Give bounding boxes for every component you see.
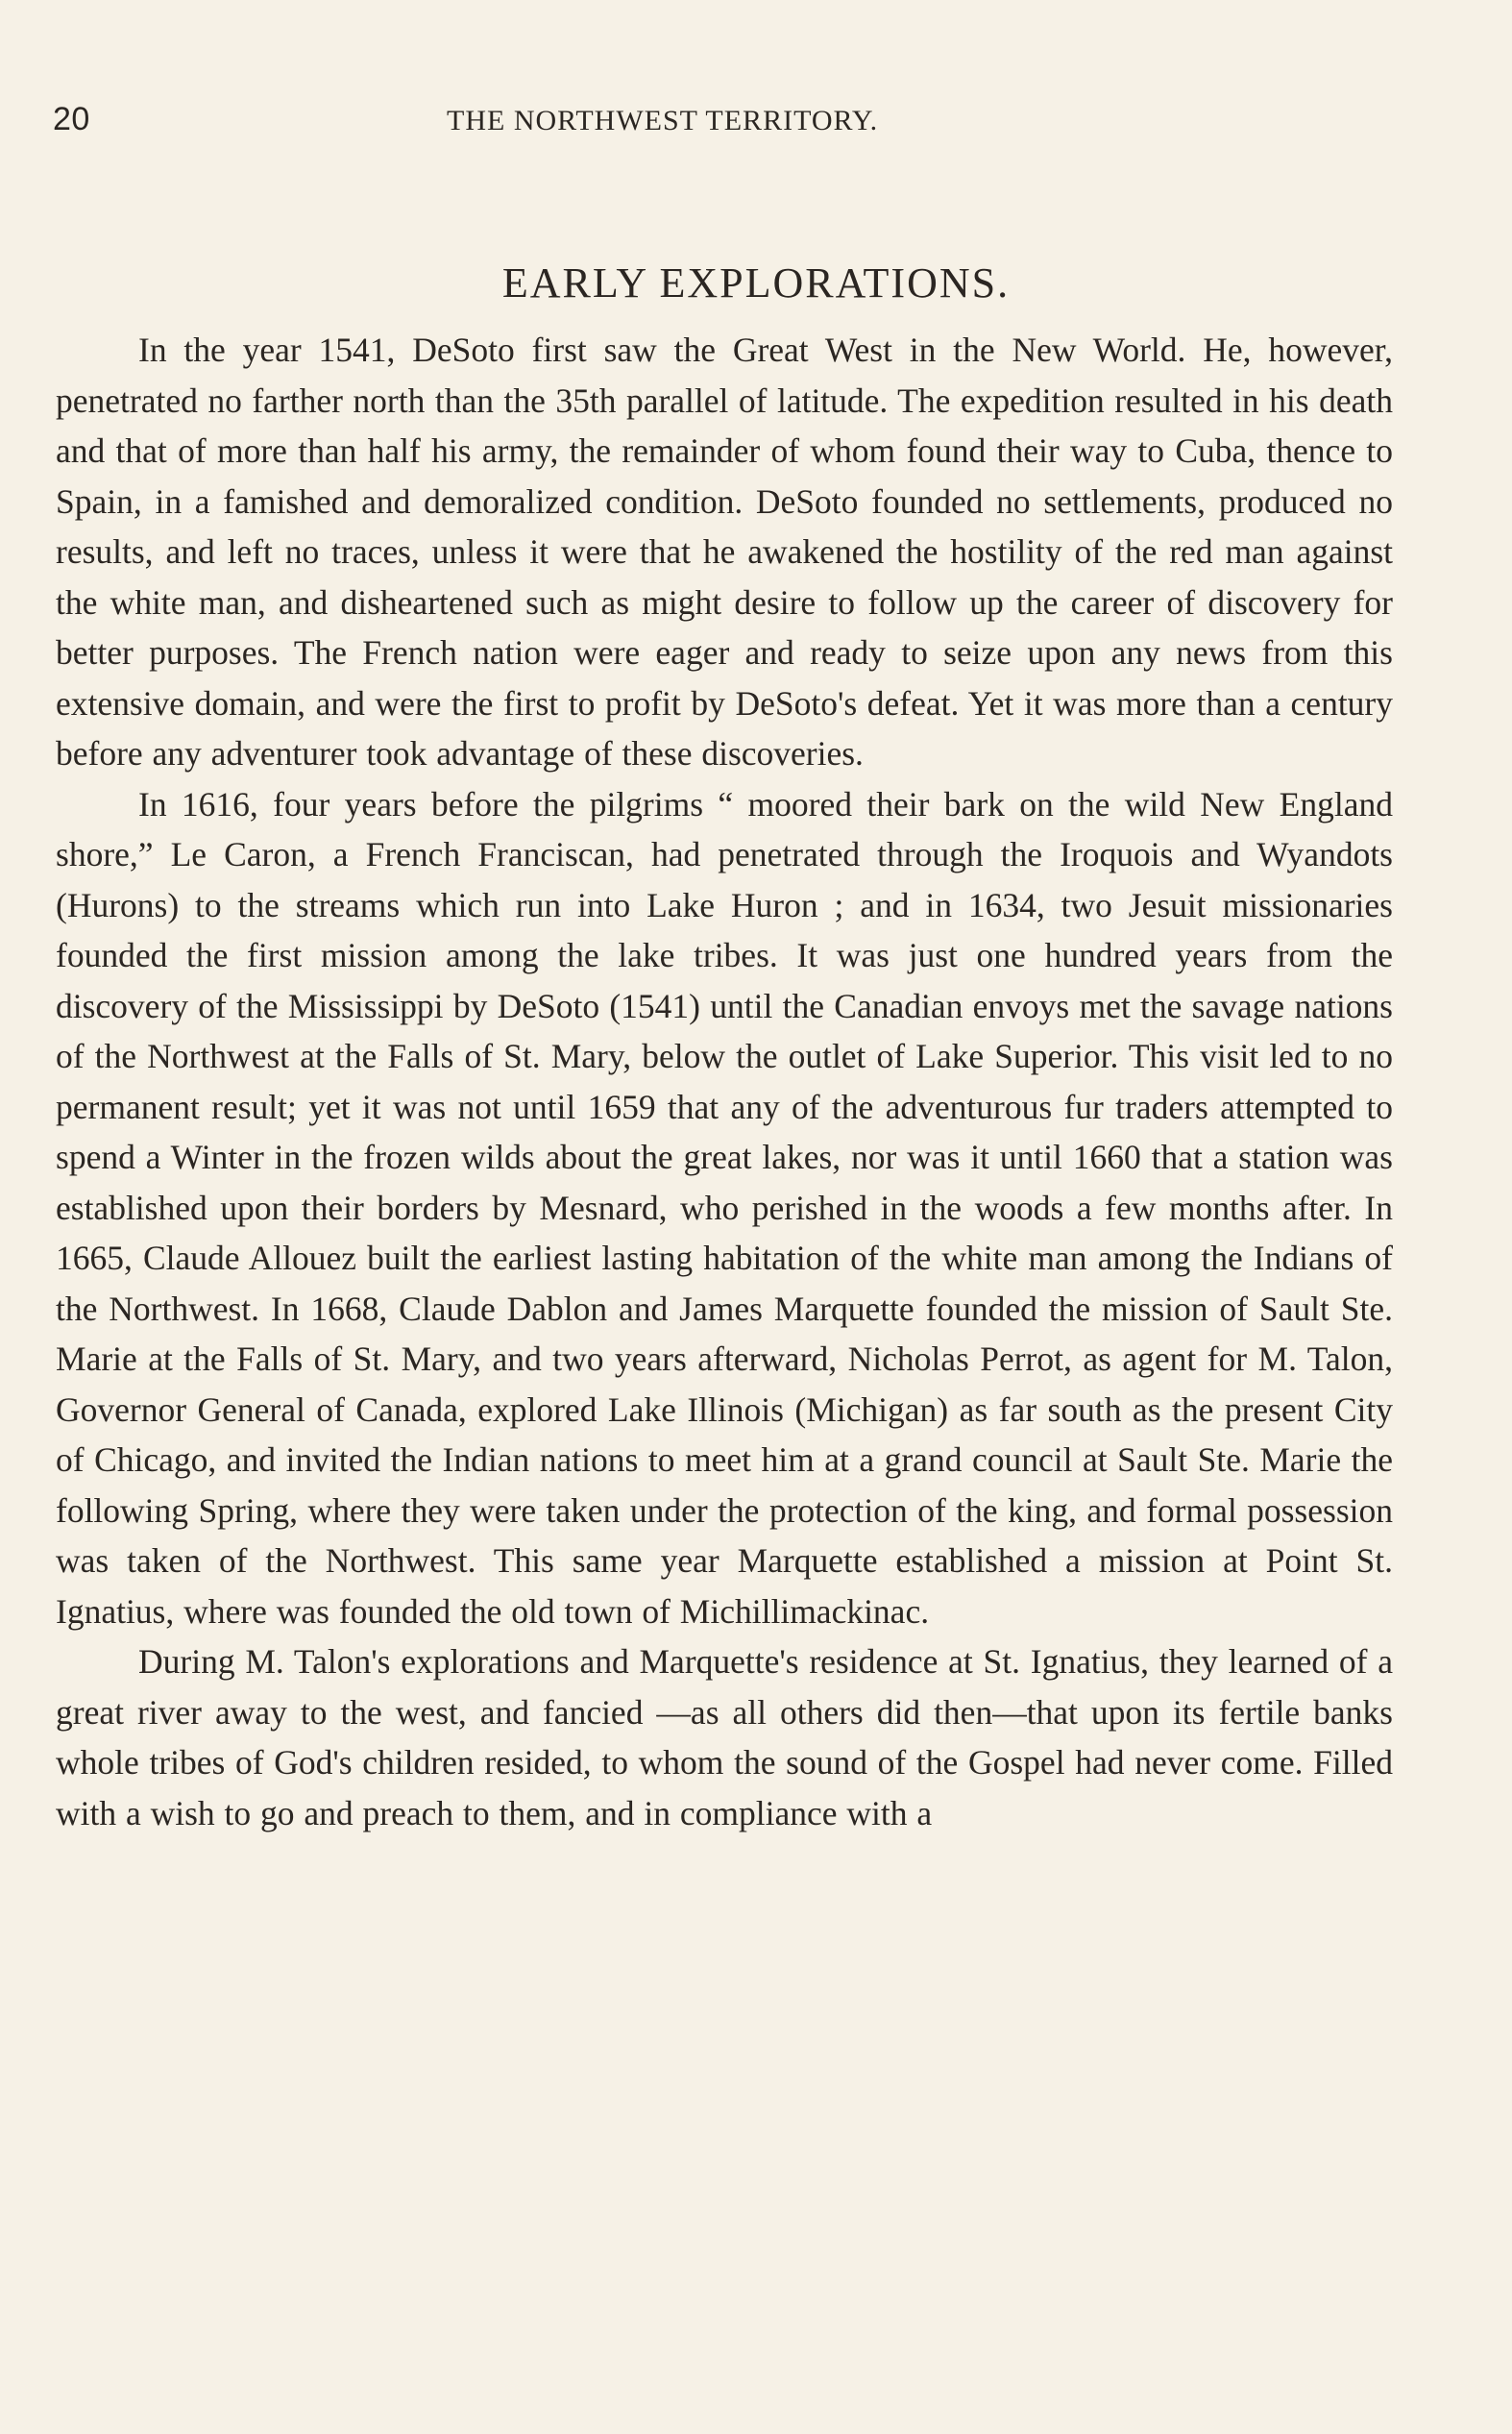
body-text <box>56 325 1393 1838</box>
page-number: 20 <box>53 101 90 137</box>
paragraph-1: In the year 1541, DeSoto first saw the Great West in the New World. He, however, penetrated no farther north than the 35th parallel of latitude. The expedition resulted in his death and that of more than half his army, the remainder of whom found their way to Cuba, thence to Spain, in a famished and demoralized condition. DeSoto founded no settlements, produced no results, and left no traces, unless it were that he awakened the hostility of the red man against the white man, and disheartened such as might desire to follow up the career of discovery for better purposes. The French nation were eager and ready to seize upon any news from this extensive domain, and were the first to profit by DeSoto's defeat. Yet it was more than a century before any adventurer took advantage of these discoveries. <box>56 331 1393 773</box>
running-head <box>53 101 1398 147</box>
chapter-title: EARLY EXPLORATIONS. <box>501 259 1011 307</box>
paragraph-3: During M. Talon's explorations and Marquette's residence at St. Ignatius, they learned of a great river away to the west, and fancied —as all others did then—that upon its fertile banks whole tribes of God's children resided, to whom the sound of the Gospel had never come. Filled with a wish to go and preach to them, and in compliance with a <box>56 1642 1393 1832</box>
running-title: THE NORTHWEST TERRITORY. <box>447 105 879 136</box>
paragraph-2: In 1616, four years before the pilgrims “ moored their bark on the wild New England shore,” Le Caron, a French Franciscan, had penetrated through the Iroquois and Wyandots (Hurons) to the streams which run into Lake Huron ; and in 1634, two Jesuit missionaries founded the first mission among the lake tribes. It was just one hundred years from the discovery of the Mississippi by DeSoto (1541) until the Canadian envoys met the savage nations of the Northwest at the Falls of St. Mary, below the outlet of Lake Superior. This visit led to no permanent result; yet it was not until 1659 that any of the adventurous fur traders attempted to spend a Winter in the frozen wilds about the great lakes, nor was it until 1660 that a station was established upon their borders by Mesnard, who perished in the woods a few months after. In 1665, Claude Allouez built the earliest lasting habitation of the white man among the Indians of the Northwest. In 1668, Claude Dablon and James Marquette founded the mission of Sault Ste. Marie at the Falls of St. Mary, and two years afterward, Nicholas Perrot, as agent for M. Talon, Governor General of Canada, explored Lake Illinois (Michigan) as far south as the present City of Chicago, and invited the Indian nations to meet him at a grand council at Sault Ste. Marie the following Spring, where they were taken under the protection of the king, and formal possession was taken of the Northwest. This same year Marquette established a mission at Point St. Ignatius, where was founded the old town of Michillimackinac. <box>56 784 1393 1631</box>
